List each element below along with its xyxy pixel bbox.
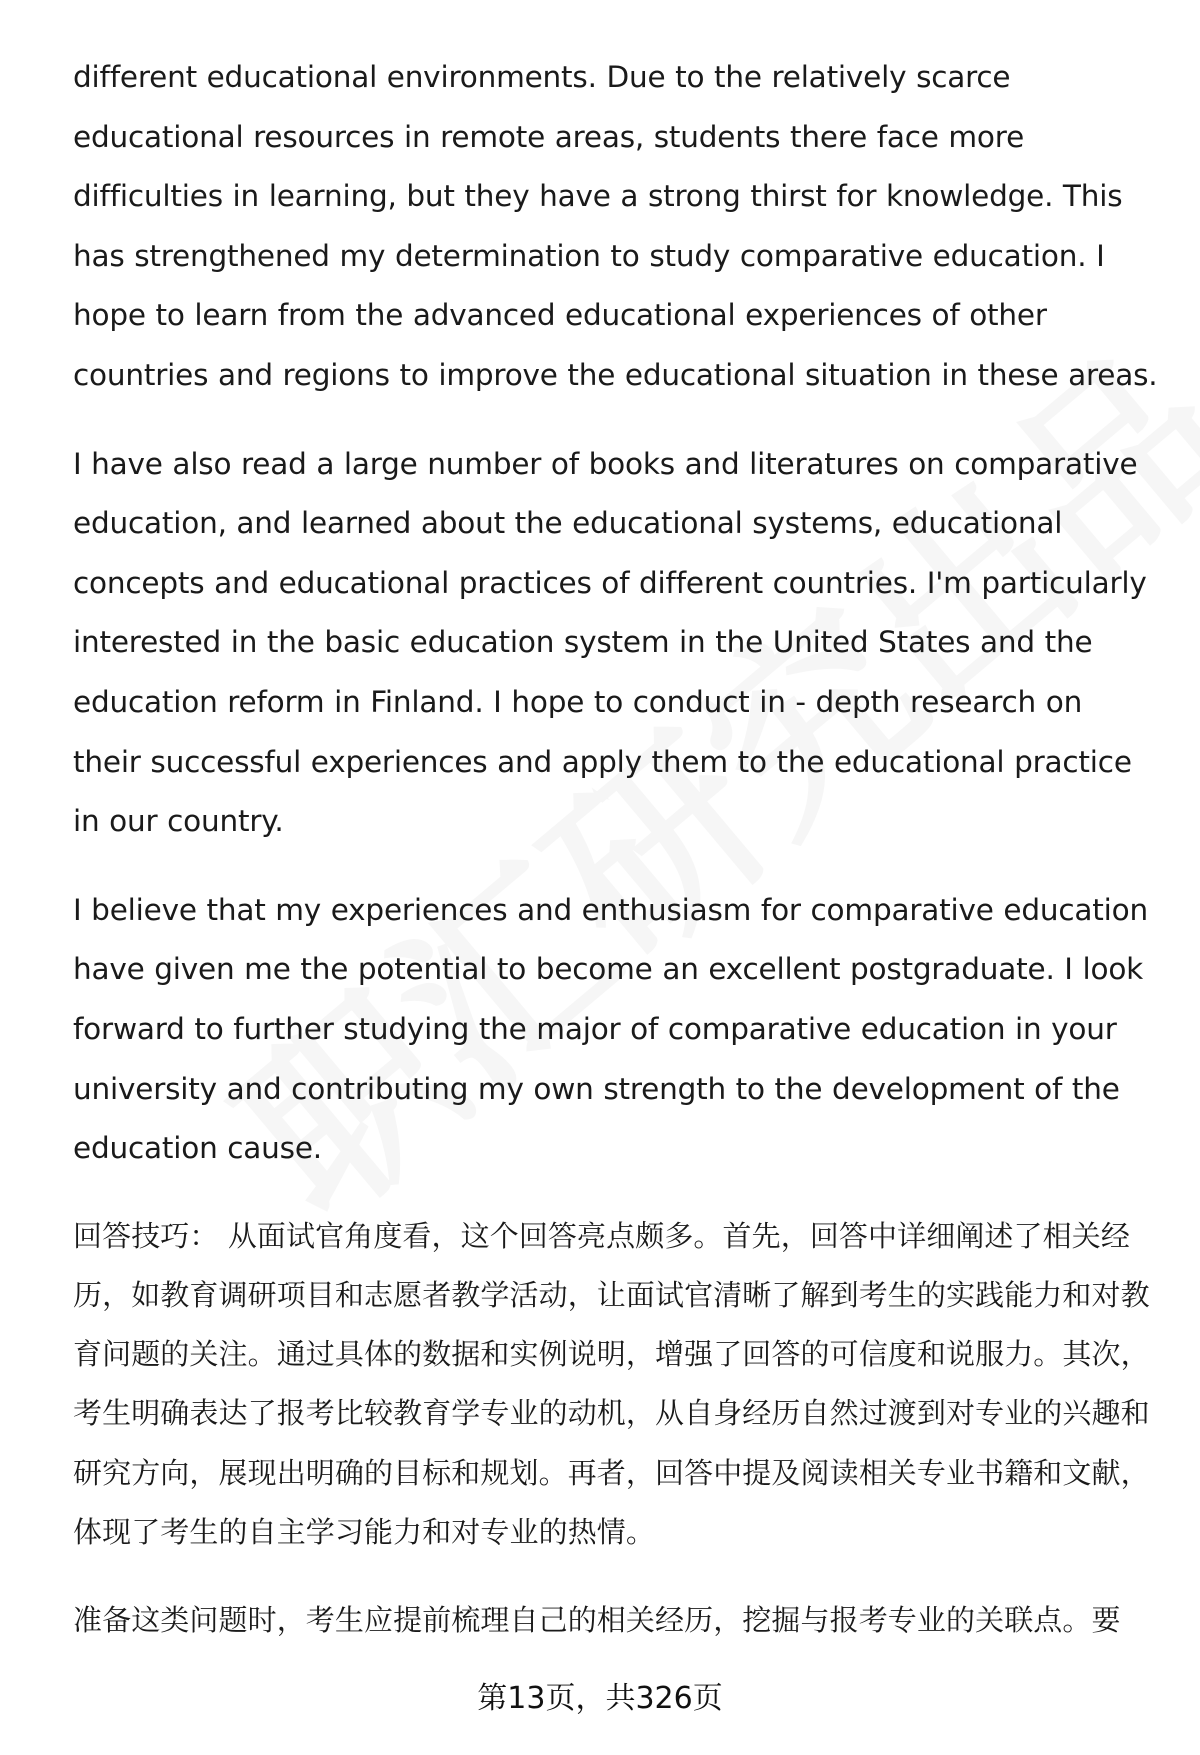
page-number: 第13页，共326页 bbox=[477, 1681, 723, 1716]
body-paragraph: I have also read a large number of books and literatures on comparative education, and learned about the educational systems, educational concepts and educational practices of different countries. I'm particularly interested in the basic education system in the United States and the education reform in Finland. I hope to conduct in - depth research on their successful experiences and apply them to the educational practice in our country. bbox=[73, 446, 1147, 839]
preparation-paragraph: 准备这类问题时，考生应提前梳理自己的相关经历，挖掘与报考专业的关联点。要 bbox=[73, 1602, 1121, 1637]
answer-tips-paragraph: 回答技巧： 从面试官角度看，这个回答亮点颇多。首先，回答中详细阐述了相关经历，如教育调研项目和志愿者教学活动，让面试官清晰了解到考生的实践能力和对教育问题的关注。通过具体的数据和实例说明，增强了回答的可信度和说服力。其次，考生明确表达了报考比较教育学专业的动机，从自身经历自然过渡到对专业的兴趣和研究方向，展现出明确的目标和规划。再者，回答中提及阅读相关专业书籍和文献，体现了考生的自主学习能力和对专业的热情。 bbox=[73, 1218, 1150, 1549]
page-content bbox=[73, 48, 1158, 1650]
body-paragraph: I believe that my experiences and enthusiasm for comparative education have given me the potential to become an excellent postgraduate. I look forward to further studying the major of comparative education in your university and contributing my own strength to the development of the education cause. bbox=[73, 892, 1148, 1166]
body-paragraph: different educational environments. Due to the relatively scarce educational resources in remote areas, students there face more difficulties in learning, but they have a strong thirst for knowledge. This has strengthened my determination to study comparative education. I hope to learn from the advanced educational experiences of other countries and regions to improve the educational situation in these areas. bbox=[73, 60, 1158, 392]
